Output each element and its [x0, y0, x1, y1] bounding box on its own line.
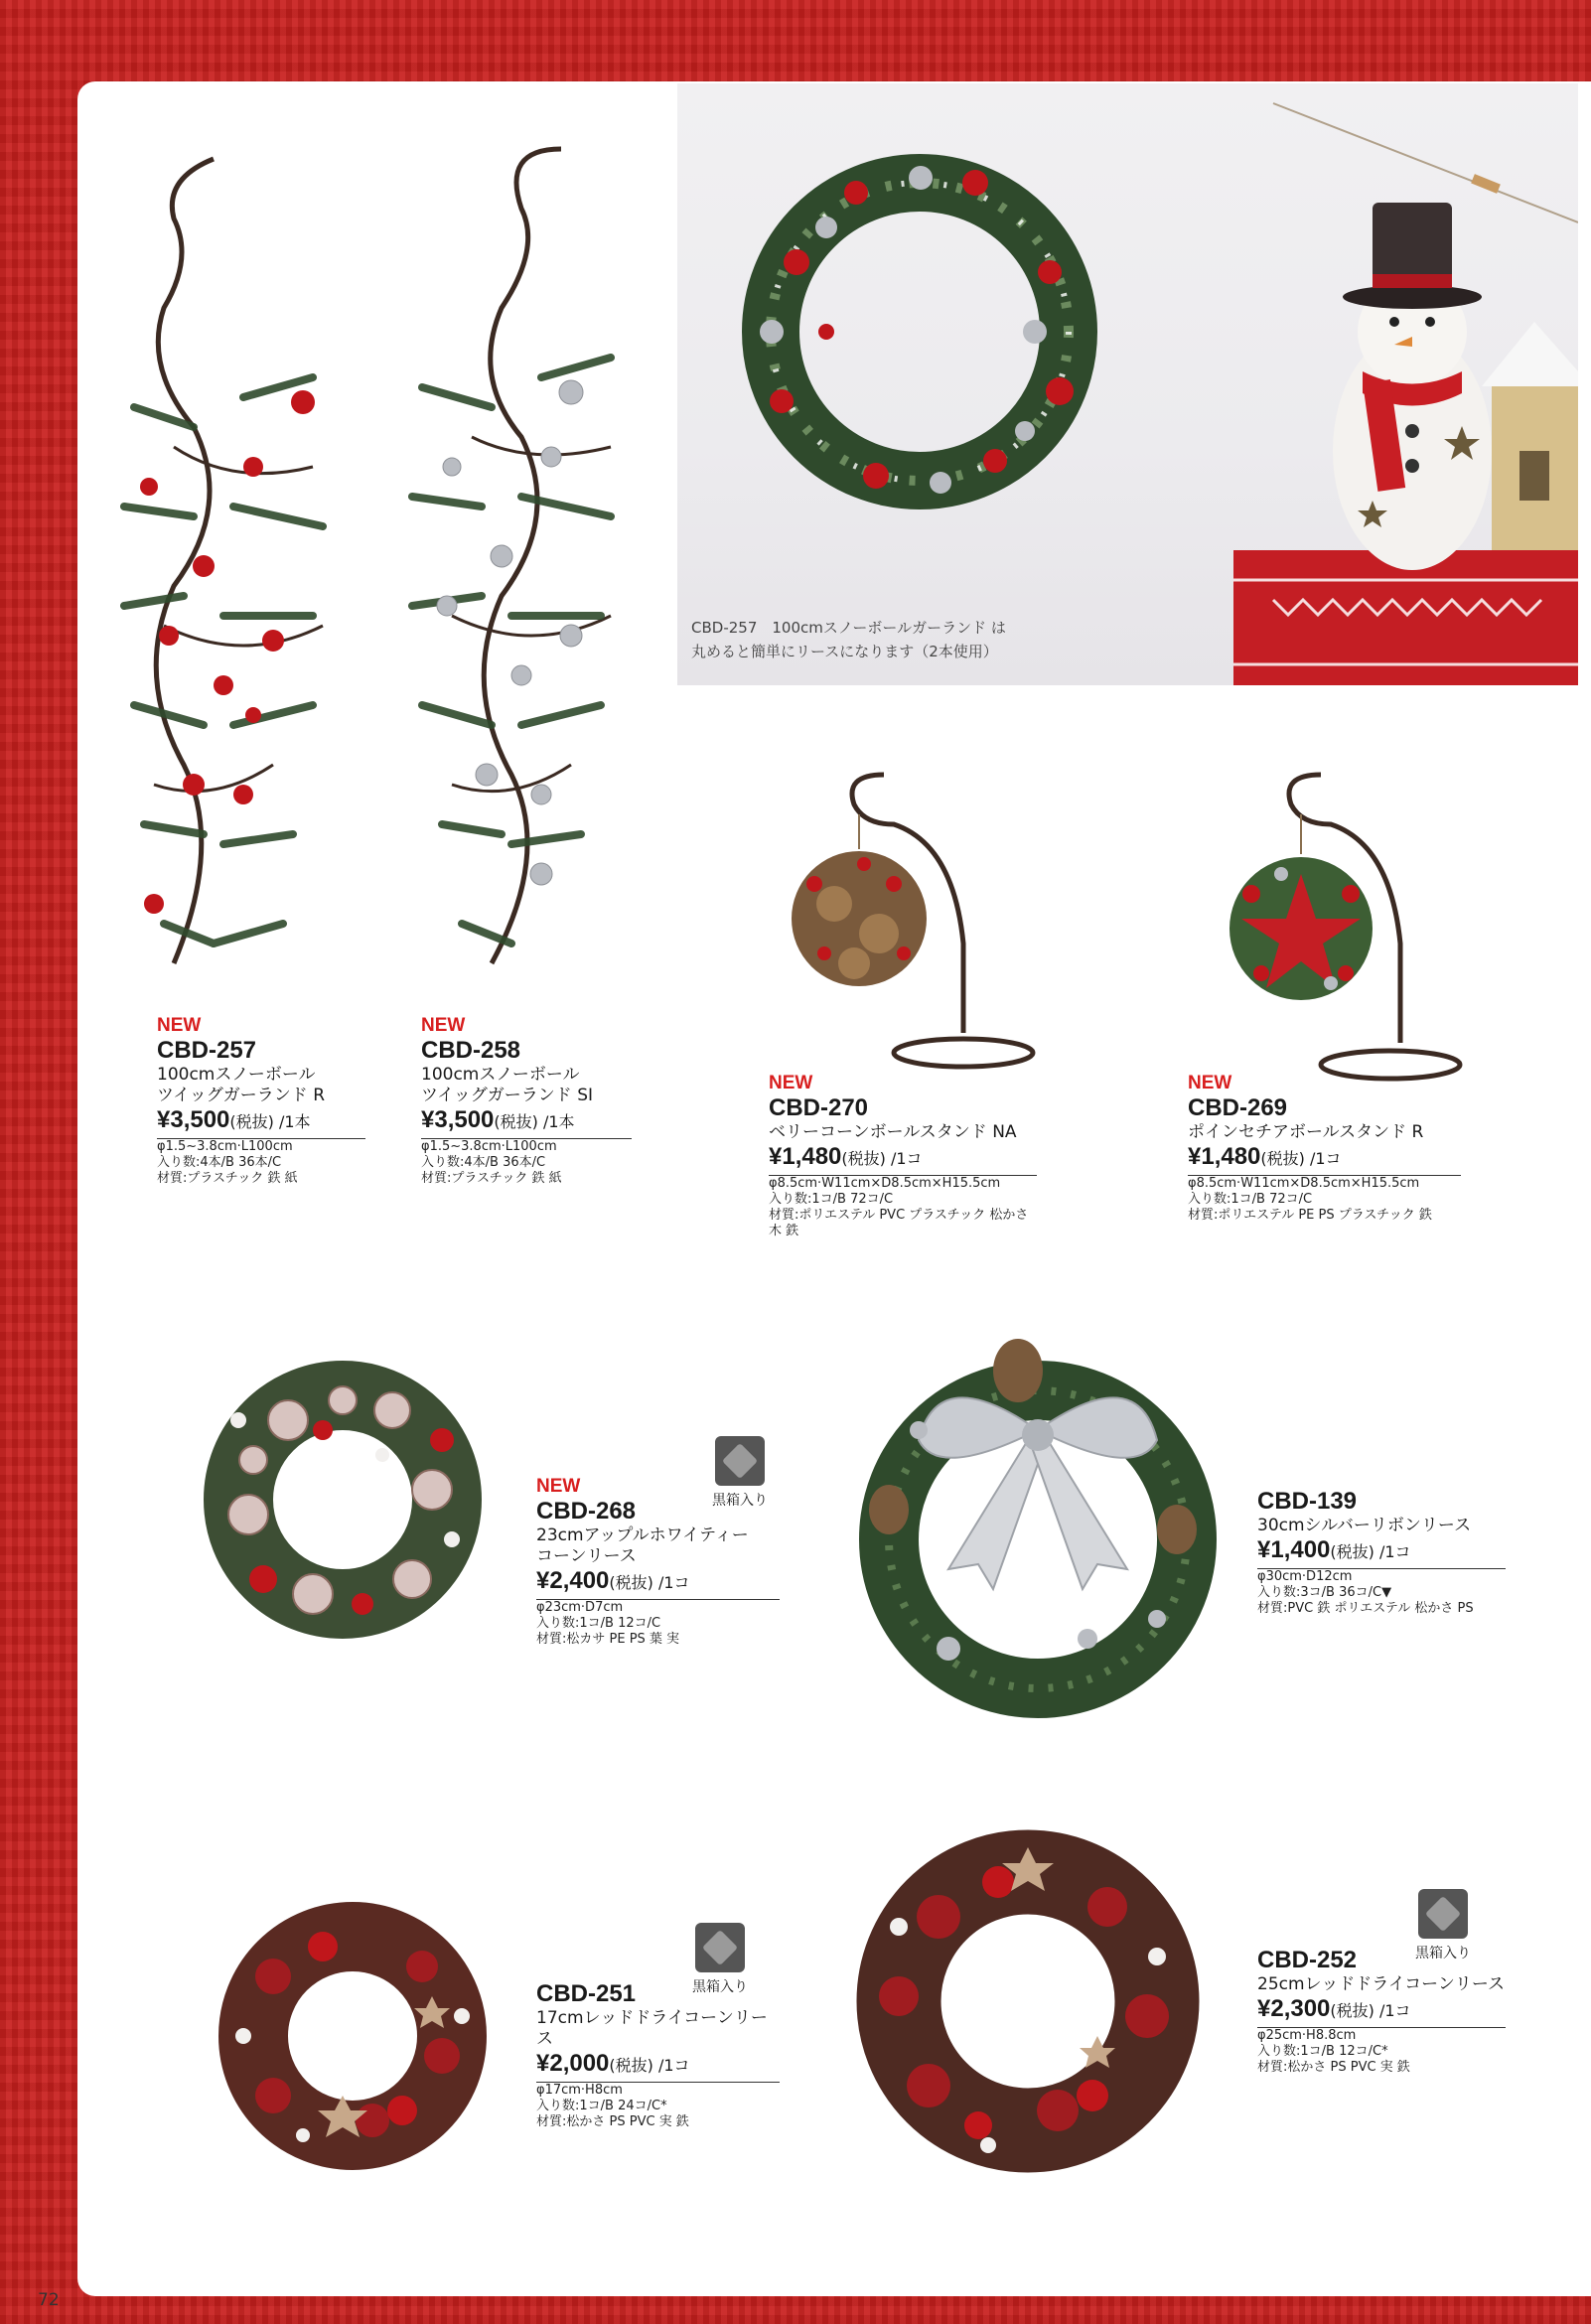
spec-quantity: 入り数:4本/B 36本/C: [157, 1155, 282, 1170]
spec-material: 材質:ポリエステル PVC プラスチック 松かさ: [769, 1208, 1029, 1223]
black-box-icon: [695, 1923, 745, 1972]
spec-material: 材質:松かさ PS PVC 実 鉄: [1257, 2060, 1410, 2075]
red-dry-cone-wreath-17-image: [194, 1887, 511, 2185]
spec-size: φ17cm·H8cm: [536, 2083, 623, 2098]
spec-size: φ30cm·D12cm: [1257, 1569, 1353, 1584]
product-name-line-1: ベリーコーンボールスタンド NA: [769, 1122, 1017, 1142]
new-badge: NEW: [421, 1015, 466, 1036]
product-cbd-269: [1188, 1073, 1461, 1224]
product-price: ¥1,400: [1257, 1536, 1331, 1563]
price-row: [536, 2050, 780, 2083]
spec-material: 材質:松カサ PE PS 葉 実: [536, 1632, 680, 1647]
price-suffix: (税抜) /1コ: [609, 2056, 690, 2075]
product-price: ¥2,300: [1257, 1995, 1331, 2022]
spec-quantity: 入り数:1コ/B 72コ/C: [769, 1192, 894, 1207]
product-code: CBD-270: [769, 1094, 869, 1121]
spec-material-cont: 木 鉄: [769, 1224, 799, 1238]
price-suffix: (税抜) /1本: [229, 1112, 311, 1131]
poinsettia-ball-stand-image: [1212, 755, 1470, 1083]
product-price: ¥3,500: [157, 1106, 230, 1133]
spec-material: 材質:プラスチック 鉄 紙: [421, 1171, 562, 1186]
spec-quantity: 入り数:3コ/B 36コ/C▼: [1257, 1585, 1392, 1600]
product-name-line-1: 25cmレッドドライコーンリース: [1257, 1974, 1505, 1994]
product-name-line-1: 100cmスノーボール: [421, 1065, 580, 1085]
product-code: CBD-258: [421, 1037, 521, 1064]
product-price: ¥2,000: [536, 2050, 610, 2077]
spec-material: 材質:PVC 鉄 ポリエステル 松かさ PS: [1257, 1601, 1474, 1616]
product-price: ¥2,400: [536, 1567, 610, 1594]
product-cbd-257: [157, 1015, 365, 1187]
spec-size: φ1.5~3.8cm·L100cm: [157, 1139, 293, 1154]
silver-ribbon-wreath-image: [829, 1331, 1246, 1728]
product-name-line-2: ツイッグガーランド SI: [421, 1086, 594, 1105]
price-suffix: (税抜) /1コ: [841, 1149, 923, 1168]
price-row: [1257, 1995, 1506, 2028]
product-name-line-1: ポインセチアボールスタンド R: [1188, 1122, 1424, 1142]
product-cbd-251: [536, 1980, 780, 2130]
new-badge: NEW: [536, 1476, 581, 1497]
spec-size: φ23cm·D7cm: [536, 1600, 624, 1615]
spec-size: φ8.5cm·W11cm×D8.5cm×H15.5cm: [769, 1176, 1001, 1191]
product-cbd-252: [1257, 1947, 1506, 2076]
spec-size: φ8.5cm·W11cm×D8.5cm×H15.5cm: [1188, 1176, 1420, 1191]
wreath-snowman-photo: [677, 83, 1578, 685]
price-suffix: (税抜) /1コ: [609, 1573, 690, 1592]
spec-material: 材質:松かさ PS PVC 実 鉄: [536, 2114, 689, 2129]
product-code: CBD-268: [536, 1498, 637, 1525]
apple-whitey-cone-wreath-image: [194, 1351, 492, 1649]
product-name-line-2: コーンリース: [536, 1546, 637, 1566]
product-code: CBD-252: [1257, 1947, 1358, 1973]
black-box-badge-cbd-252: [1408, 1889, 1478, 1962]
red-dry-cone-wreath-25-image: [839, 1808, 1217, 2185]
product-price: ¥1,480: [769, 1143, 842, 1170]
black-box-badge-cbd-251: [685, 1923, 755, 1996]
product-code: CBD-139: [1257, 1488, 1358, 1515]
product-code: CBD-251: [536, 1980, 637, 2007]
wreath-snowman-illustration: [677, 83, 1578, 685]
black-box-label: 黒箱入り: [712, 1493, 768, 1509]
price-suffix: (税抜) /1コ: [1330, 1542, 1411, 1561]
spec-size: φ25cm·H8.8cm: [1257, 2028, 1357, 2043]
product-cbd-139: [1257, 1488, 1506, 1617]
spec-quantity: 入り数:1コ/B 12コ/C*: [1257, 2044, 1388, 2059]
spec-material: 材質:プラスチック 鉄 紙: [157, 1171, 298, 1186]
product-name-line-1: 23cmアップルホワイティー: [536, 1525, 749, 1545]
product-cbd-270: [769, 1073, 1037, 1239]
spec-size: φ1.5~3.8cm·L100cm: [421, 1139, 557, 1154]
product-name-line-2: ツイッグガーランド R: [157, 1086, 326, 1105]
product-name-line-1: 30cmシルバーリボンリース: [1257, 1516, 1472, 1535]
product-code: CBD-257: [157, 1037, 257, 1064]
black-box-icon: [715, 1436, 765, 1486]
spec-quantity: 入り数:1コ/B 72コ/C: [1188, 1192, 1313, 1207]
black-box-badge-cbd-268: [705, 1436, 775, 1510]
photo-caption: [691, 616, 1006, 663]
page-number: 72: [38, 2290, 60, 2310]
price-row: [769, 1143, 1037, 1176]
price-suffix: (税抜) /1コ: [1330, 2001, 1411, 2020]
product-code: CBD-269: [1188, 1094, 1288, 1121]
product-price: ¥3,500: [421, 1106, 495, 1133]
product-cbd-258: [421, 1015, 632, 1187]
product-price: ¥1,480: [1188, 1143, 1261, 1170]
caption-line-1: CBD-257 100cmスノーボールガーランド は: [691, 619, 1006, 637]
black-box-label: 黒箱入り: [692, 1979, 748, 1995]
price-suffix: (税抜) /1コ: [1260, 1149, 1342, 1168]
price-suffix: (税抜) /1本: [494, 1112, 575, 1131]
price-row: [1188, 1143, 1461, 1176]
price-row: [421, 1106, 632, 1139]
new-badge: NEW: [1188, 1073, 1232, 1093]
black-box-icon: [1418, 1889, 1468, 1939]
spec-quantity: 入り数:1コ/B 12コ/C: [536, 1616, 661, 1631]
black-box-label: 黒箱入り: [1415, 1946, 1471, 1961]
price-row: [157, 1106, 365, 1139]
price-row: [536, 1567, 780, 1600]
spec-material: 材質:ポリエステル PE PS プラスチック 鉄: [1188, 1208, 1432, 1223]
product-name-line-1: 100cmスノーボール: [157, 1065, 316, 1085]
berry-cone-ball-stand-image: [785, 755, 1043, 1073]
new-badge: NEW: [157, 1015, 202, 1036]
garland-silver-image: [392, 139, 651, 993]
caption-line-2: 丸めると簡単にリースになります（2本使用）: [691, 643, 998, 660]
product-name-line-1: 17cmレッドドライコーンリース: [536, 2008, 768, 2049]
new-badge: NEW: [769, 1073, 813, 1093]
garland-red-image: [104, 149, 362, 1003]
spec-quantity: 入り数:1コ/B 24コ/C*: [536, 2099, 667, 2113]
price-row: [1257, 1536, 1506, 1569]
spec-quantity: 入り数:4本/B 36本/C: [421, 1155, 546, 1170]
